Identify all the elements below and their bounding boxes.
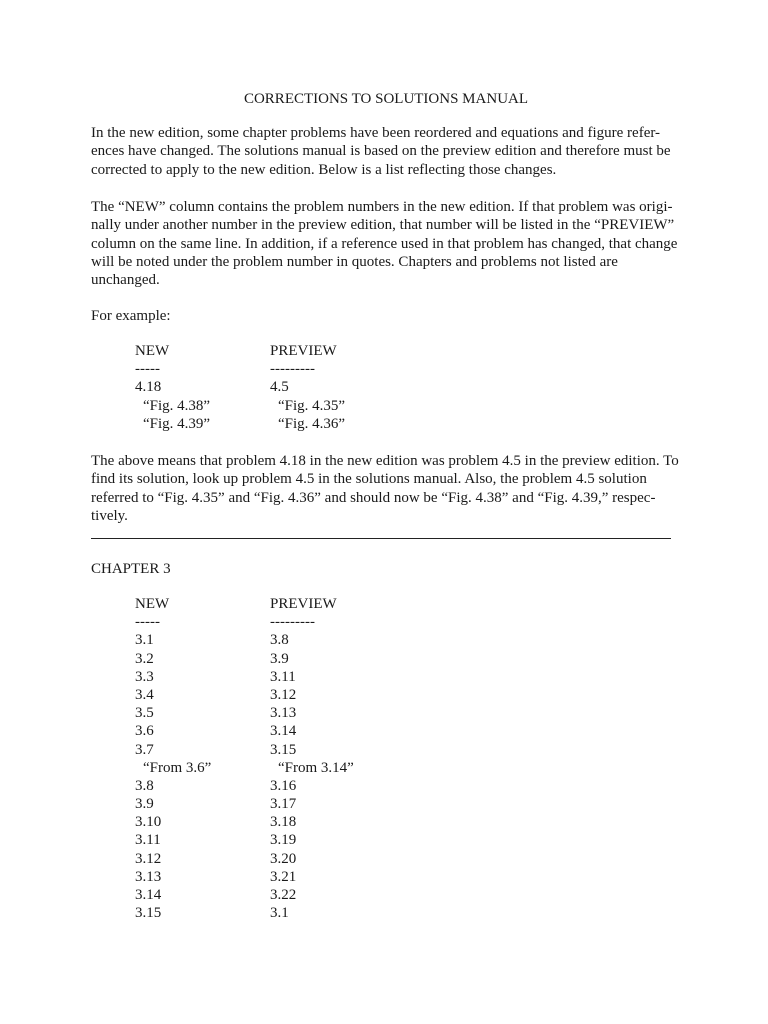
new-column-cell: 3.10 xyxy=(135,814,162,831)
text-line: referred to “Fig. 4.35” and “Fig. 4.36” and should now be “Fig. 4.38” and “Fig. 4.39,” respec- xyxy=(91,489,656,506)
preview-column-cell: 3.18 xyxy=(270,814,297,831)
text-line: tively. xyxy=(91,507,128,524)
preview-column-cell: 3.14 xyxy=(270,723,297,740)
new-column-cell: 3.4 xyxy=(135,686,154,703)
new-column-cell: 3.13 xyxy=(135,868,162,885)
table-row xyxy=(135,868,535,886)
preview-column-cell: --------- xyxy=(270,361,315,378)
preview-column-cell: 3.9 xyxy=(270,650,289,667)
preview-column-cell: 3.22 xyxy=(270,887,297,903)
explanation-paragraph xyxy=(91,198,679,289)
preview-column-cell: “From 3.14” xyxy=(278,759,354,776)
new-column-cell: 3.11 xyxy=(135,832,161,849)
preview-column-cell: 3.1 xyxy=(270,905,289,922)
preview-column-cell: 3.12 xyxy=(270,686,297,703)
new-column-cell: 3.12 xyxy=(135,850,162,867)
table-row xyxy=(135,704,535,722)
table-row xyxy=(135,631,535,649)
preview-column-cell: “Fig. 4.36” xyxy=(278,415,346,432)
new-column-cell: 3.2 xyxy=(135,650,154,667)
preview-column-cell: 3.15 xyxy=(270,741,297,758)
page-title: CORRECTIONS TO SOLUTIONS MANUAL xyxy=(243,91,529,107)
text-line: The “NEW” column contains the problem numbers in the new edition. If that problem was origi- xyxy=(91,199,673,215)
table-row xyxy=(135,850,535,868)
text-line: find its solution, look up problem 4.5 in the solutions manual. Also, the problem 4.5 solution xyxy=(91,471,647,488)
for-example-label xyxy=(91,307,679,325)
preview-column-cell: PREVIEW xyxy=(270,343,337,359)
text-line: unchanged. xyxy=(91,272,160,289)
preview-column-cell: 3.21 xyxy=(270,868,297,885)
new-column-cell: 3.15 xyxy=(135,905,162,922)
horizontal-rule xyxy=(91,538,671,539)
text-line: corrected to apply to the new edition. Below is a list reflecting those changes. xyxy=(91,161,557,178)
preview-column-cell: 3.13 xyxy=(270,705,297,722)
preview-column-cell: 3.20 xyxy=(270,850,297,867)
preview-column-cell: 3.16 xyxy=(270,777,297,794)
text-line: The above means that problem 4.18 in the new edition was problem 4.5 in the preview edition. To xyxy=(91,453,679,469)
preview-column-cell: 4.5 xyxy=(270,379,289,396)
table-row xyxy=(135,831,535,849)
explanation-example-paragraph xyxy=(91,452,679,525)
text-line: In the new edition, some chapter problems have been reordered and equations and figure refer- xyxy=(91,125,661,141)
preview-column-cell: 3.17 xyxy=(270,796,297,813)
text-line: nally under another number in the preview edition, that number will be listed in the “PREVIEW” xyxy=(91,217,675,234)
table-row xyxy=(135,415,535,433)
table-row xyxy=(135,759,535,777)
text-line: will be noted under the problem number in quotes. Chapters and problems not listed are xyxy=(91,253,618,270)
preview-column-cell: 3.8 xyxy=(270,632,289,649)
table-row xyxy=(135,360,535,378)
text-line: ences have changed. The solutions manual is based on the preview edition and therefore must be xyxy=(91,143,671,160)
table-row xyxy=(135,613,535,631)
table-row xyxy=(135,668,535,686)
table-row xyxy=(135,722,535,740)
table-row xyxy=(135,777,535,795)
preview-column-cell: 3.11 xyxy=(270,668,296,685)
table-row xyxy=(135,741,535,759)
table-row xyxy=(135,595,535,613)
table-row xyxy=(135,342,535,360)
preview-column-cell: 3.19 xyxy=(270,832,297,849)
new-column-cell: 4.18 xyxy=(135,379,162,396)
new-column-cell: 3.14 xyxy=(135,887,162,903)
new-column-cell: 3.8 xyxy=(135,777,154,794)
text-line: column on the same line. In addition, if a reference used in that problem has changed, that change xyxy=(91,235,678,252)
new-column-cell: “From 3.6” xyxy=(143,759,212,776)
preview-column-cell: --------- xyxy=(270,614,315,631)
new-column-cell: “Fig. 4.38” xyxy=(143,397,211,414)
new-column-cell: NEW xyxy=(135,596,170,612)
new-column-cell: NEW xyxy=(135,343,170,359)
table-row xyxy=(135,686,535,704)
table-row xyxy=(135,813,535,831)
table-row xyxy=(135,378,535,396)
new-column-cell: “Fig. 4.39” xyxy=(143,415,211,432)
new-column-cell: 3.6 xyxy=(135,723,154,740)
table-row xyxy=(135,650,535,668)
example-table xyxy=(135,342,535,433)
table-row xyxy=(135,886,535,904)
new-column-cell: 3.5 xyxy=(135,705,154,722)
new-column-cell: 3.7 xyxy=(135,741,154,758)
new-column-cell: 3.1 xyxy=(135,632,154,649)
new-column-cell: 3.9 xyxy=(135,796,154,813)
new-column-cell: 3.3 xyxy=(135,668,154,685)
table-row xyxy=(135,904,535,922)
text-line: For example: xyxy=(91,308,171,324)
table-row xyxy=(135,795,535,813)
new-column-cell: ----- xyxy=(135,614,160,631)
new-column-cell: ----- xyxy=(135,361,160,378)
preview-column-cell: “Fig. 4.35” xyxy=(278,397,346,414)
table-row xyxy=(135,397,535,415)
chapter-3-table xyxy=(135,595,535,922)
preview-column-cell: PREVIEW xyxy=(270,596,337,612)
intro-paragraph xyxy=(91,124,679,179)
chapter-heading: CHAPTER 3 xyxy=(91,561,171,577)
